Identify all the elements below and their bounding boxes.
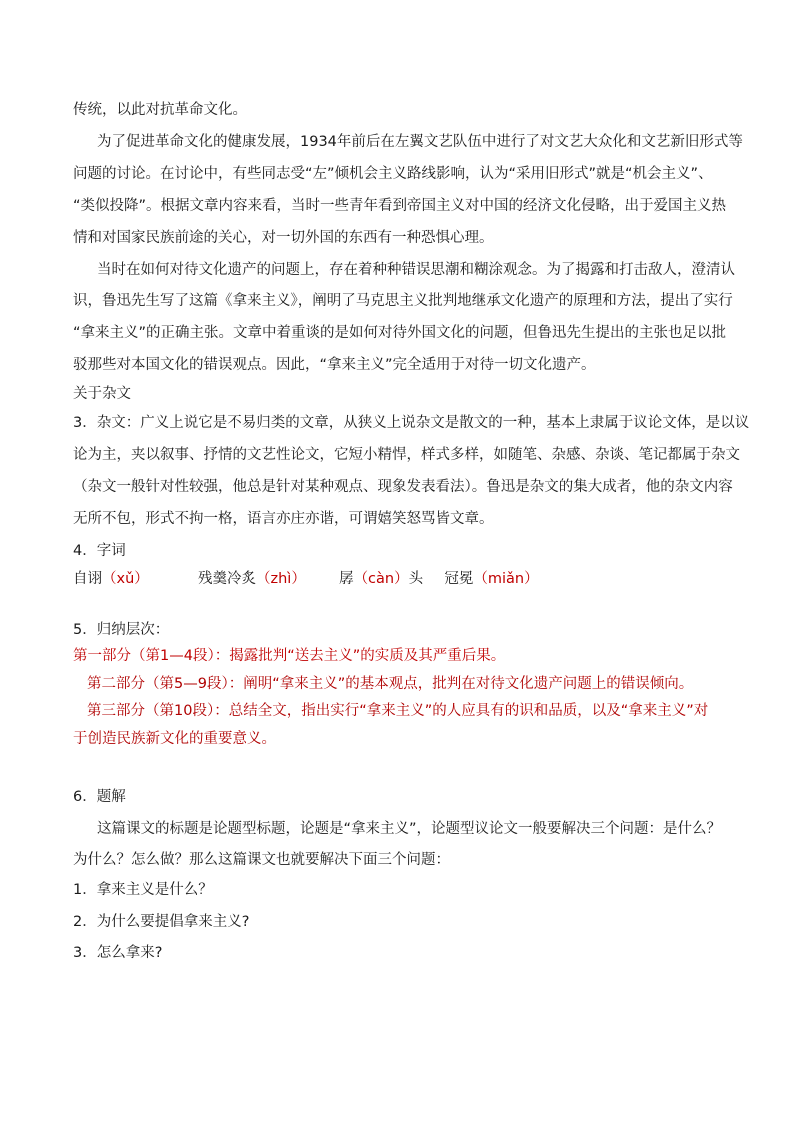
question-item: 1．拿来主义是什么？ [73, 882, 213, 898]
paragraph-line: 论为主，夹以叙事、抒情的文艺性论文，它短小精悍，样式多样，如随笔、杂感、杂谈、笔记都属于杂文 [73, 447, 740, 463]
vocab-word-suffix: 头 [408, 571, 424, 587]
paragraph-line: “拿来主义”的正确主张。文章中着重谈的是如何对待外国文化的问题，但鲁迅先生提出的主张也足以批 [73, 325, 727, 341]
question-item: 2．为什么要提倡拿来主义? [73, 914, 250, 930]
structure-part-1: 第一部分（第1—4段）：揭露批判“送去主义”的实质及其严重后果。 [73, 648, 506, 664]
section-heading: 6．题解 [73, 789, 126, 805]
paragraph-line: 为了促进革命文化的健康发展，1934年前后在左翼文艺队伍中进行了对文艺大众化和文艺新旧形式等 [97, 134, 743, 150]
vocab-row [73, 569, 539, 589]
paragraph-line: “类似投降”。根据文章内容来看，当时一些青年看到帝国主义对中国的经济文化侵略，出于爱国主义热 [73, 198, 727, 214]
section-heading: 4．字词 [73, 543, 126, 559]
paragraph-line: 驳那些对本国文化的错误观点。因此，“拿来主义”完全适用于对待一切文化遗产。 [73, 357, 596, 373]
structure-part-3: 第三部分（第10段）：总结全文，指出实行“拿来主义”的人应具有的识和品质，以及“拿来主义”对 [87, 703, 709, 719]
structure-part-2: 第二部分（第5—9段）：阐明“拿来主义”的基本观点，批判在对待文化遗产问题上的错误倾向。 [87, 676, 694, 692]
paragraph-line: 情和对国家民族前途的关心，对一切外国的东西有一种恐惧心理。 [73, 230, 494, 246]
vocab-pinyin: （càn） [353, 571, 409, 587]
vocab-word: 残羹冷炙 [198, 571, 256, 587]
vocab-pinyin: （xǔ） [102, 571, 149, 587]
paragraph-line: 问题的讨论。在讨论中，有些同志受“左”倾机会主义路线影响，认为“采用旧形式”就是“机会主义”、 [73, 166, 713, 182]
paragraph-line: 当时在如何对待文化遗产的问题上，存在着种种错误思潮和糊涂观念。为了揭露和打击敌人，澄清认 [97, 262, 735, 278]
structure-part-3-cont: 于创造民族新文化的重要意义。 [73, 731, 276, 747]
section-heading: 5．归纳层次： [73, 622, 170, 638]
paragraph-line: 这篇课文的标题是论题型标题，论题是“拿来主义”，论题型议论文一般要解决三个问题：是什么？ [97, 821, 722, 837]
paragraph-line: 为什么？怎么做？那么这篇课文也就要解决下面三个问题： [73, 852, 450, 868]
vocab-pinyin: （zhì） [256, 571, 306, 587]
vocab-word: 孱 [339, 571, 354, 587]
paragraph-line: 传统，以此对抗革命文化。 [73, 102, 247, 118]
vocab-pinyin: （miǎn） [473, 571, 539, 587]
section-heading: 关于杂文 [73, 386, 131, 402]
vocab-word: 冠冕 [444, 571, 474, 587]
vocab-word: 自诩 [73, 571, 102, 587]
question-item: 3．怎么拿来? [73, 945, 163, 961]
paragraph-line: 无所不包，形式不拘一格，语言亦庄亦谐，可谓嬉笑怒骂皆文章。 [73, 511, 494, 527]
paragraph-line: 识，鲁迅先生写了这篇《拿来主义》，阐明了马克思主义批判地继承文化遗产的原理和方法，提出了实行 [73, 293, 733, 309]
paragraph-line: 3．杂文：广义上说它是不易归类的文章，从狭义上说杂文是散文的一种，基本上隶属于议论文体，是以议 [73, 415, 750, 431]
paragraph-line: （杂文一般针对性较强，他总是针对某种观点、现象发表看法）。鲁迅是杂文的集大成者，他的杂文内容 [73, 479, 733, 495]
